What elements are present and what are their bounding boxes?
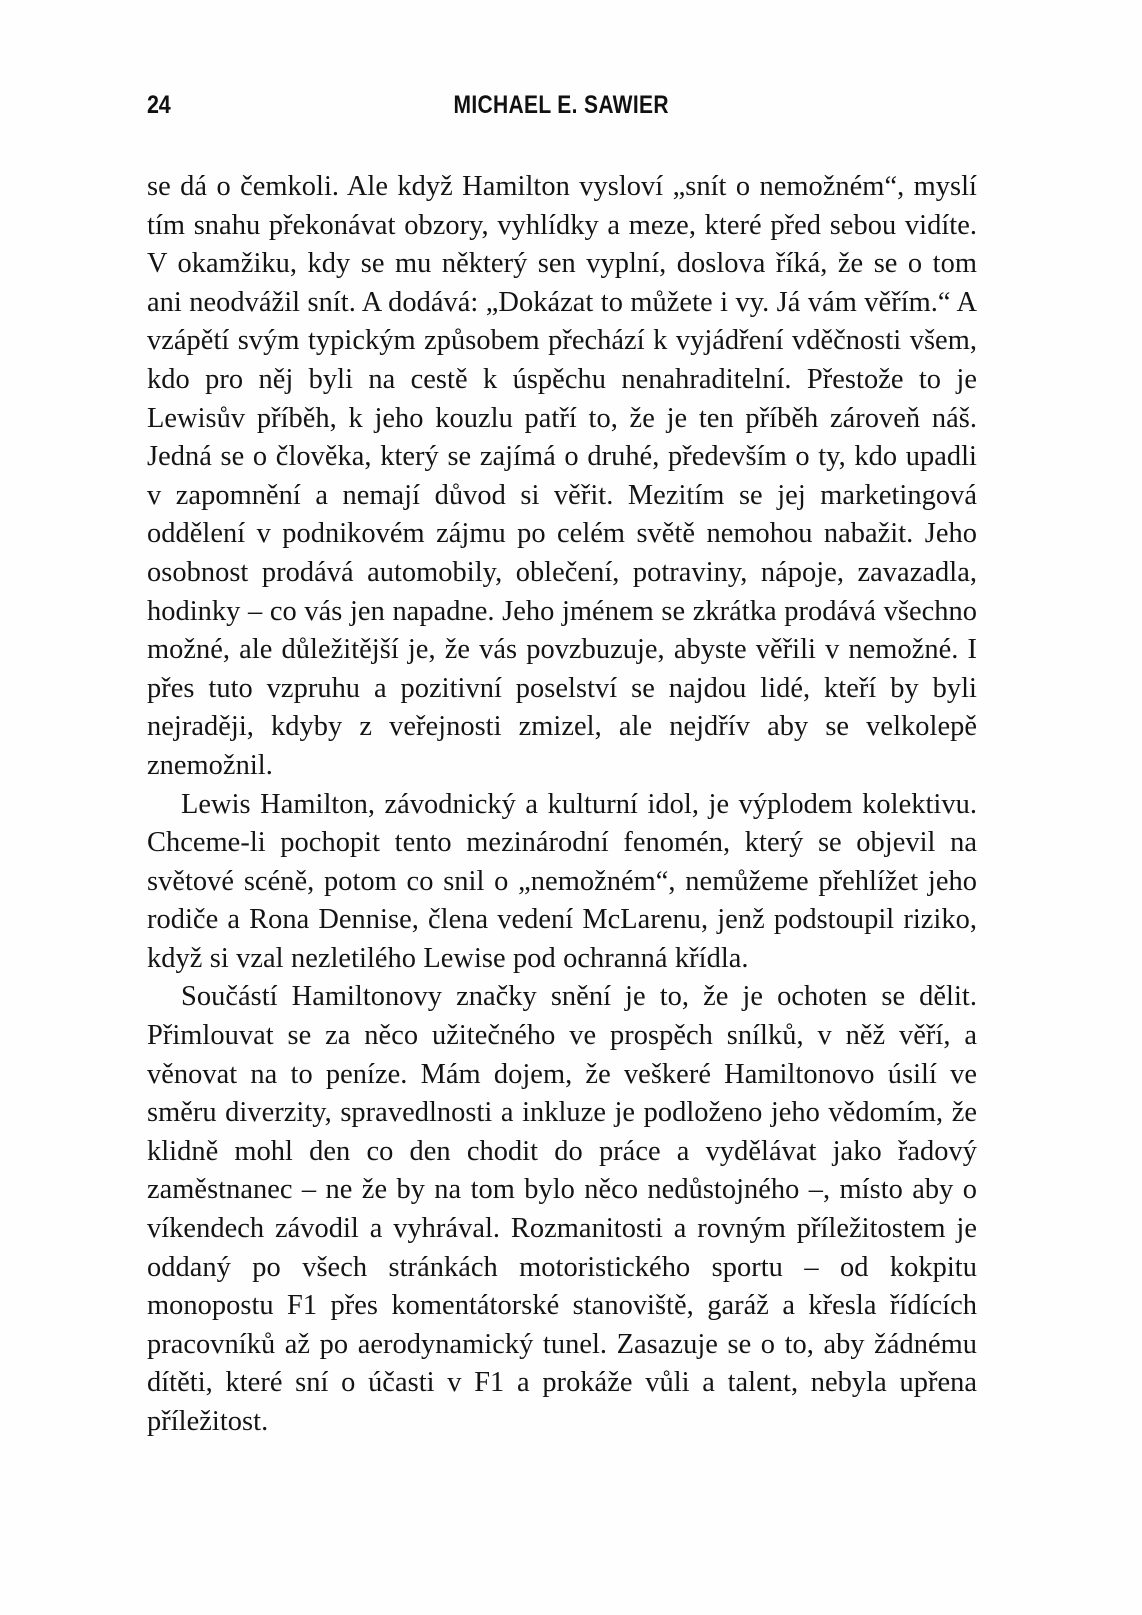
paragraph-3: Součástí Hamiltonovy značky snění je to, že je ochoten se dělit. Přimlouvat se za něco užitečného ve prospěch snílků, v něž věří, a věnovat na to peníze. Mám dojem, že veškeré Hamiltonovo úsilí ve směru diverzity, spravedlnosti a inkluze je podloženo jeho vědomím, že klidně mohl den co den chodit do práce a vydělávat jako řadový zaměstnanec – ne že by na tom bylo něco nedůstojného –, místo aby o víkendech závodil a vyhrával. Rozmanitosti a rovným příležitostem je oddaný po všech stránkách motoristického sportu – od kokpitu monopostu F1 přes komentátorské stanoviště, garáž a křesla řídících pracovníků až po aerodynamický tunel. Zasazuje se o to, aby žádnému dítěti, které sní o účasti v F1 a prokáže vůli a talent, nebyla upřena příležitost. bbox=[147, 981, 977, 1437]
running-title-text: MICHAEL E. SAWIER bbox=[453, 91, 669, 119]
paragraph-2: Lewis Hamilton, závodnický a kulturní idol, je výplodem kolektivu. Chceme-li pochopit tento mezinárodní fenomén, který se objevil na světové scéně, potom co snil o „nemožném“, nemůžeme přehlížet jeho rodiče a Rona Dennise, člena vedení McLarenu, jenž podstoupil riziko, když si vzal nezletilého Lewise pod ochranná křídla. bbox=[147, 788, 977, 974]
running-title bbox=[147, 88, 975, 122]
running-head bbox=[147, 88, 975, 122]
body-text-block bbox=[147, 168, 977, 1442]
paragraph-1: se dá o čemkoli. Ale když Hamilton vysloví „snít o nemožném“, myslí tím snahu překonávat obzory, vyhlídky a meze, které před sebou vidíte. V okamžiku, kdy se mu některý sen vyplní, doslova říká, že se o tom ani neodvážil snít. A dodává: „Dokázat to můžete i vy. Já vám věřím.“ A vzápětí svým typickým způsobem přechází k vyjádření vděčnosti všem, kdo pro něj byli na cestě k úspěchu nenahraditelní. Přestože to je Lewisův příběh, k jeho kouzlu patří to, že je ten příběh zároveň náš. Jedná se o člověka, který se zajímá o druhé, především o ty, kdo upadli v zapomnění a nemají důvod si věřit. Mezitím se jej marketingová oddělení v podnikovém zájmu po celém světě nemohou nabažit. Jeho osobnost prodává automobily, oblečení, potraviny, nápoje, zavazadla, hodinky – co vás jen napadne. Jeho jménem se zkrátka prodává všechno možné, ale důležitější je, že vás povzbuzuje, abyste věřili v nemožné. I přes tuto vzpruhu a pozitivní poselství se najdou lidé, kteří by byli nejraději, kdyby z veřejnosti zmizel, ale nejdřív aby se velkolepě znemožnil. bbox=[147, 171, 977, 781]
page-number: 24 bbox=[147, 91, 171, 119]
